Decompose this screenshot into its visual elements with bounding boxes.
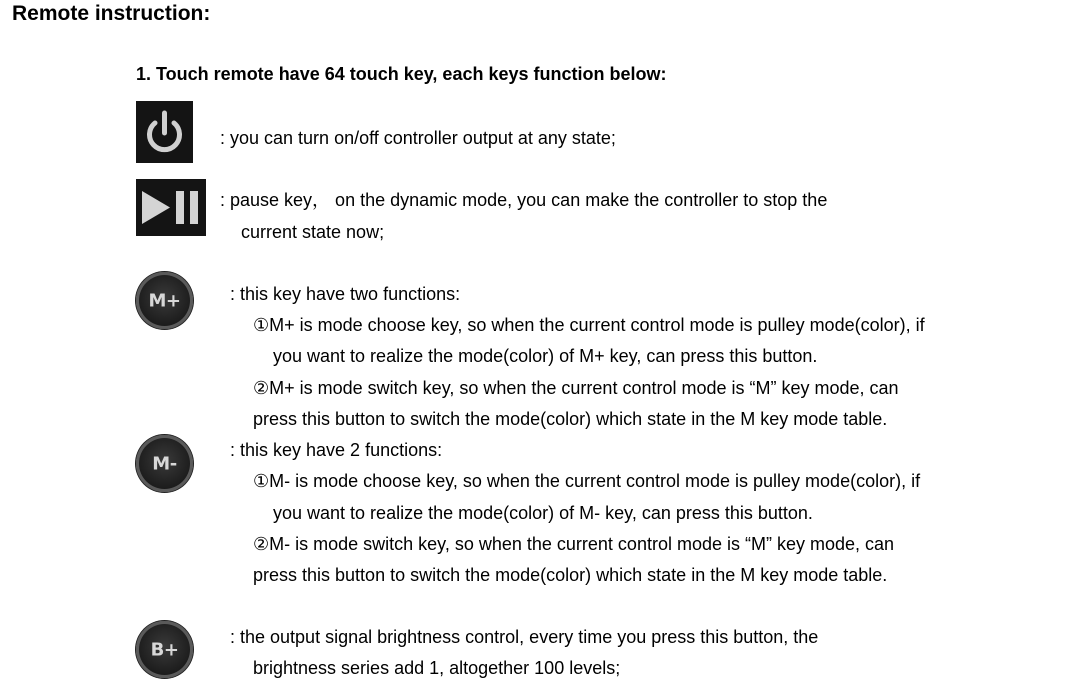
m-plus-key-icon [136,272,193,329]
power-key-description: : you can turn on/off controller output at any state; [220,128,616,148]
pause-key-description-line2: current state now; [241,222,385,242]
b-plus-description-line2: brightness series add 1, altogether 100 levels; [253,658,621,678]
m-minus-description-line2: ①M- is mode choose key, so when the current control mode is pulley mode(color), if [253,471,921,491]
m-plus-description-line1: : this key have two functions: [230,284,461,304]
m-plus-description-line4: ②M+ is mode switch key, so when the current control mode is “M” key mode, can [253,378,899,398]
m-minus-key-label: M- [152,453,177,474]
m-plus-description-line5: press this button to switch the mode(color) which state in the M key mode table. [253,409,888,429]
m-plus-key-label: M+ [148,290,181,311]
m-plus-description-line3: you want to realize the mode(color) of M+ key, can press this button. [273,346,818,366]
m-minus-description-line1: : this key have 2 functions: [230,440,443,460]
b-plus-description-line1: : the output signal brightness control, every time you press this button, the [230,627,819,647]
m-minus-key-icon [136,435,193,492]
m-minus-description-line4: ②M- is mode switch key, so when the current control mode is “M” key mode, can [253,534,895,554]
section-heading: 1. Touch remote have 64 touch key, each keys function below: [136,64,667,84]
m-minus-description-line3: you want to realize the mode(color) of M- key, can press this button. [273,503,813,523]
m-minus-description-line5: press this button to switch the mode(color) which state in the M key mode table. [253,565,888,585]
pause-key-description-line1: : pause key， on the dynamic mode, you can make the controller to stop the [220,190,828,210]
b-plus-key-icon [136,621,193,678]
b-plus-key-label: B+ [150,639,179,660]
page-title: Remote instruction: [12,2,211,25]
play-pause-icon [136,179,206,236]
power-icon [136,101,193,163]
m-plus-description-line2: ①M+ is mode choose key, so when the current control mode is pulley mode(color), if [253,315,925,335]
